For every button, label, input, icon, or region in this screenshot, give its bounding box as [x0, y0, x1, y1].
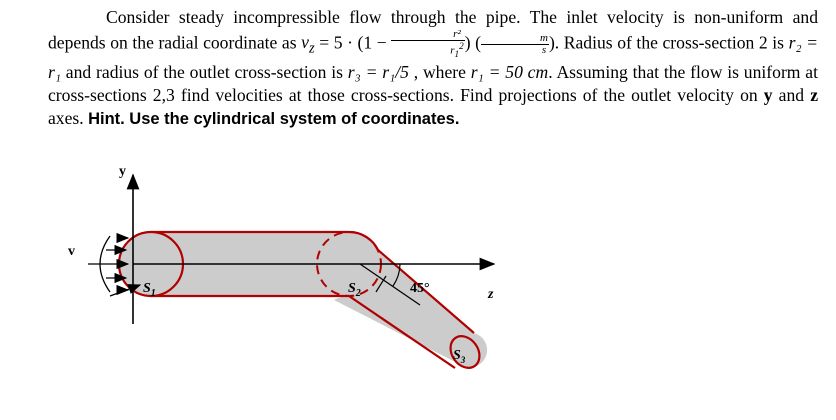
axis-z-word: z [810, 84, 819, 105]
s1-label: $S_1$ [143, 281, 156, 299]
inlet-velocity-profile [88, 236, 128, 292]
text-intro: Consider steady incompressible flow through the pipe. The inlet velocity is non-uniform and depends on the radial coordinate as [48, 7, 818, 53]
inlet-velocity-label: v [68, 244, 75, 259]
math-eq-a: = 5 · (1 − [314, 32, 392, 53]
math-eq-b: ) ( [464, 32, 481, 53]
text-radius-2: ). Radius of the cross-section 2 is [548, 32, 789, 53]
s3-label: $S_3$ [453, 348, 466, 365]
math-r2: r₂ = r₁ [48, 32, 819, 82]
math-r1: r₁ = 50 cm [470, 61, 549, 82]
y-axis-label: y [119, 164, 126, 179]
math-fraction-r: $\frac{\text{r²}}{r_1^2}$ [391, 29, 464, 60]
z-axis-label: z [488, 287, 494, 302]
hint-text: Hint. Use the cylindrical system of coordinates. [88, 109, 460, 128]
text-where: , where [408, 61, 471, 82]
s2-label: $S_2$ [348, 281, 361, 299]
text-task: . Assuming that the flow is uniform at cross-sections 2,3 find velocities at those cross-sections. Find projections of the outlet velocity on [48, 61, 819, 105]
math-vz: $v_z$ [301, 32, 315, 57]
math-r3: r₃ = r₁/5 [347, 61, 409, 82]
pipe-body [119, 232, 487, 373]
text-radius-3: and radius of the outlet cross-section is [60, 61, 348, 82]
text-axes: axes. [48, 107, 89, 128]
text-and: and [772, 84, 811, 105]
math-fraction-units: $\frac{m}{s}$ [481, 33, 549, 56]
axis-y-word: y [763, 84, 773, 105]
angle-label: 45° [410, 281, 430, 296]
